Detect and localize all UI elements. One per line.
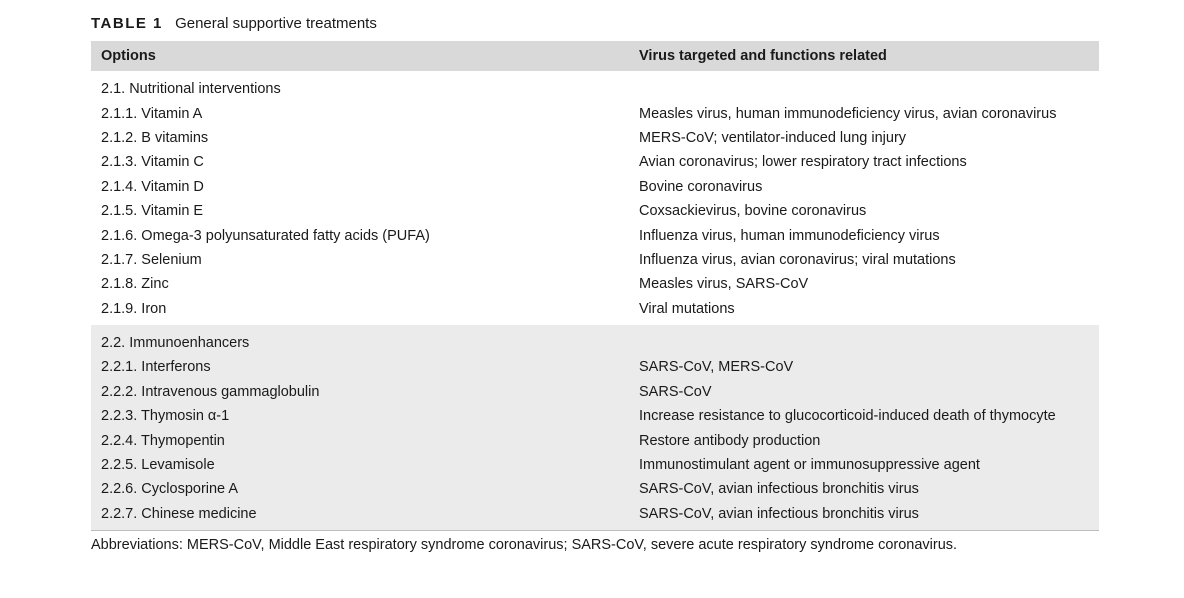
table-row [91,404,1099,428]
section-title-row [91,77,1099,101]
table-row [91,150,1099,174]
option-cell: 2.2.3. Thymosin α-1 [101,408,230,425]
table-row [91,126,1099,150]
option-cell: 2.2.2. Intravenous gammaglobulin [101,383,320,400]
table-row [91,223,1099,247]
function-cell: Bovine coronavirus [639,178,763,195]
function-cell: Coxsackievirus, bovine coronavirus [639,203,867,220]
function-cell: SARS-CoV, avian infectious bronchitis virus [639,481,919,498]
table-header-row [91,41,1099,71]
option-cell: 2.2.4. Thymopentin [101,432,225,449]
option-cell: 2.1.6. Omega-3 polyunsaturated fatty acids (PUFA) [101,227,430,244]
table-row [91,248,1099,272]
option-cell: 2.1.4. Vitamin D [101,178,204,195]
option-cell: 2.2.6. Cyclosporine A [101,481,239,498]
function-cell: SARS-CoV, avian infectious bronchitis virus [639,505,919,522]
section-title: 2.1. Nutritional interventions [101,81,281,98]
option-cell: 2.2.5. Levamisole [101,457,215,474]
section-title: 2.2. Immunoenhancers [101,335,250,352]
header-options: Options [101,48,156,64]
table-row [91,428,1099,452]
table-footnote: Abbreviations: MERS-CoV, Middle East respiratory syndrome coronavirus; SARS-CoV, severe acute respiratory syndrome coronavirus. [91,537,958,554]
option-cell: 2.1.7. Selenium [101,251,202,268]
table-caption [91,12,1099,41]
table-row [91,477,1099,501]
table-title: General supportive treatments [175,15,377,32]
option-cell: 2.1.3. Vitamin C [101,154,204,171]
header-functions: Virus targeted and functions related [639,48,887,64]
function-cell: MERS-CoV; ventilator-induced lung injury [639,129,907,146]
section-nutritional-interventions [91,71,1099,325]
table-row [91,453,1099,477]
function-cell: Avian coronavirus; lower respiratory tract infections [639,154,967,171]
table-row [91,101,1099,125]
function-cell: Influenza virus, avian coronavirus; viral mutations [639,251,956,268]
option-cell: 2.2.7. Chinese medicine [101,505,257,522]
option-cell: 2.1.1. Vitamin A [101,105,203,122]
function-cell: Immunostimulant agent or immunosuppressive agent [639,457,980,474]
option-cell: 2.1.5. Vitamin E [101,203,204,220]
table-label: TABLE 1 [91,15,163,32]
option-cell: 2.1.2. B vitamins [101,129,209,146]
table-row [91,502,1099,526]
table-row [91,355,1099,379]
option-cell: 2.1.9. Iron [101,300,167,317]
function-cell: Measles virus, human immunodeficiency virus, avian coronavirus [639,105,1057,122]
section-title-row [91,331,1099,355]
function-cell: SARS-CoV, MERS-CoV [639,359,794,376]
table-row [91,272,1099,296]
table-row [91,199,1099,223]
function-cell: Viral mutations [639,300,735,317]
option-cell: 2.1.8. Zinc [101,276,169,293]
option-cell: 2.2.1. Interferons [101,359,211,376]
section-immunoenhancers [91,325,1099,531]
function-cell: Influenza virus, human immunodeficiency virus [639,227,940,244]
table-row [91,297,1099,321]
function-cell: Measles virus, SARS-CoV [639,276,809,293]
table-row [91,175,1099,199]
function-cell: SARS-CoV [639,383,712,400]
function-cell: Restore antibody production [639,432,821,449]
function-cell: Increase resistance to glucocorticoid-induced death of thymocyte [639,408,1056,425]
table-row [91,380,1099,404]
supportive-treatments-table [91,12,1099,553]
